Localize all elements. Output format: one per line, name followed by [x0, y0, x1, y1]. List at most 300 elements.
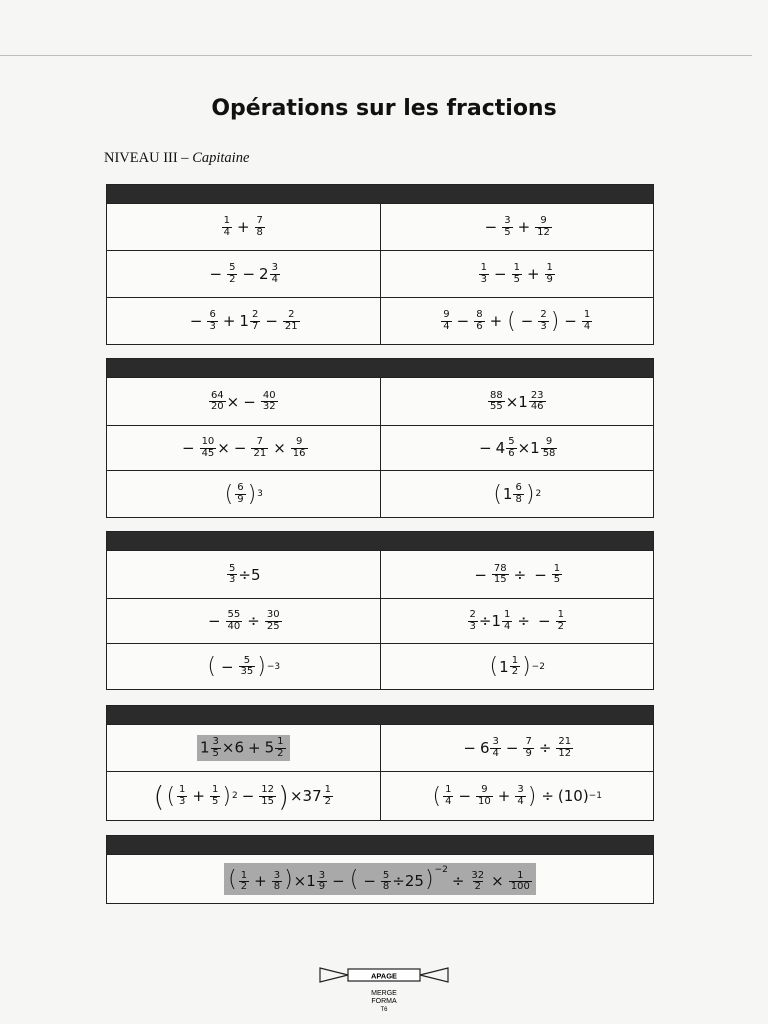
numerator: 12	[261, 784, 275, 795]
numerator: 64	[210, 389, 224, 401]
denominator: 4	[443, 320, 450, 332]
operator: ×	[217, 439, 230, 457]
table-row	[107, 470, 653, 517]
paren: (	[207, 654, 216, 679]
fraction	[441, 310, 451, 332]
whole-number: 6	[479, 739, 490, 757]
exercise-cell	[380, 772, 654, 820]
top-rule	[0, 55, 752, 56]
exercise-cell	[380, 551, 654, 598]
exercise-cell	[380, 298, 654, 344]
operator: −	[241, 787, 255, 805]
operator: −	[474, 565, 487, 584]
denominator: 9	[318, 881, 326, 893]
operator: +	[192, 787, 205, 805]
fraction	[513, 483, 523, 505]
operator: +	[497, 787, 511, 805]
numerator: 5	[382, 869, 390, 881]
numerator: 1	[212, 784, 219, 795]
operator: −	[458, 787, 472, 805]
fraction	[490, 737, 500, 759]
fraction	[479, 263, 489, 285]
numerator: 23	[530, 389, 544, 401]
operator: −	[493, 265, 507, 283]
fraction	[468, 610, 478, 632]
denominator: 2	[240, 881, 248, 893]
numerator: 7	[525, 736, 532, 747]
exercise-cell	[380, 471, 654, 517]
fraction	[538, 310, 548, 332]
denominator: 5	[553, 574, 561, 585]
denominator: 2	[277, 747, 284, 759]
fraction	[502, 216, 512, 238]
denominator: 35	[240, 666, 254, 677]
logo-badge-text: APAGE	[370, 971, 398, 981]
exercise-cell	[107, 298, 380, 344]
numerator: 3	[504, 215, 511, 226]
fraction	[261, 391, 278, 413]
whole-number: 2	[259, 265, 269, 283]
fraction	[210, 785, 220, 807]
fraction	[510, 656, 520, 678]
numerator: 1	[553, 562, 561, 574]
fraction	[272, 871, 282, 893]
fraction	[509, 871, 532, 893]
numerator: 1	[583, 309, 591, 320]
fraction	[177, 785, 187, 807]
operator: ×	[226, 392, 240, 411]
fraction	[265, 610, 282, 632]
operator: ÷	[517, 612, 530, 630]
exercise-cell	[380, 599, 654, 643]
denominator: 3	[179, 795, 186, 807]
denominator: 9	[237, 493, 244, 505]
fraction	[323, 785, 333, 807]
numerator: 1	[504, 609, 511, 620]
fraction	[556, 737, 573, 759]
fraction	[255, 216, 265, 238]
fraction	[250, 310, 260, 332]
operator: +	[248, 738, 261, 757]
fraction	[291, 437, 308, 459]
paren: (	[228, 867, 237, 893]
exercise-cell	[380, 378, 654, 425]
fraction	[474, 310, 484, 332]
numerator: 6	[515, 482, 522, 493]
paren: (	[153, 779, 165, 813]
numerator: 3	[517, 784, 524, 795]
numerator: 32	[471, 869, 485, 881]
fraction	[239, 656, 256, 678]
fraction	[211, 737, 221, 759]
operator: ÷	[541, 787, 554, 805]
highlighted-expression	[224, 863, 536, 895]
operator: −	[479, 439, 492, 457]
denominator: 9	[546, 273, 553, 285]
operator: −	[463, 739, 476, 757]
paren: (	[493, 481, 502, 507]
numerator: 55	[227, 609, 241, 620]
denominator: 2	[324, 795, 331, 807]
denominator: 20	[210, 401, 224, 412]
page-title: Opérations sur les fractions	[211, 96, 557, 121]
fraction	[317, 871, 327, 893]
level-main: NIVEAU III –	[104, 150, 193, 166]
level-sub: Capitaine	[192, 150, 250, 166]
whole-number: 1	[199, 738, 210, 757]
fraction	[227, 564, 237, 586]
numerator: 3	[318, 869, 326, 881]
fraction	[235, 483, 245, 505]
exercise-cell	[107, 204, 380, 250]
exercise-cell	[107, 378, 380, 425]
paren: (	[489, 654, 499, 679]
denominator: 5	[212, 795, 219, 807]
operator: −	[520, 312, 534, 330]
exercise-cell	[107, 644, 380, 689]
numerator: 9	[540, 215, 547, 226]
fraction	[283, 310, 300, 332]
operator: −	[233, 439, 247, 457]
fraction	[226, 610, 243, 632]
operator: −	[363, 872, 376, 891]
denominator: 21	[253, 447, 267, 459]
fraction	[492, 564, 509, 586]
table-row	[107, 854, 653, 903]
numerator: 1	[513, 262, 520, 273]
fraction	[209, 391, 226, 413]
numerator: 1	[240, 869, 248, 881]
denominator: 15	[261, 795, 275, 807]
fraction	[552, 564, 562, 586]
paren: (	[224, 481, 234, 507]
table-row	[107, 377, 653, 425]
numerator: 3	[271, 262, 278, 273]
fraction	[541, 437, 558, 459]
denominator: 12	[558, 747, 572, 759]
operator: −	[207, 612, 221, 630]
whole-number: ×1	[517, 439, 540, 457]
numerator: 1	[445, 784, 452, 795]
whole-number: 5	[264, 738, 275, 757]
denominator: 2	[474, 881, 481, 893]
denominator: 4	[271, 273, 278, 285]
numerator: 1	[546, 262, 553, 273]
exercise-cell	[380, 725, 654, 771]
numerator: 1	[517, 869, 524, 881]
numerator: 7	[256, 215, 263, 226]
denominator: 8	[256, 226, 263, 238]
denominator: 5	[504, 226, 511, 238]
numerator: 6	[237, 482, 244, 493]
denominator: 12	[537, 226, 550, 238]
exercise-cell	[107, 599, 380, 643]
operator: +	[236, 218, 250, 236]
denominator: 25	[266, 620, 280, 632]
paren: )	[550, 308, 560, 334]
exercise-cell	[380, 204, 654, 250]
fraction	[556, 610, 566, 632]
exponent: 2	[231, 791, 238, 801]
numerator: 3	[212, 736, 219, 747]
operator: −	[332, 872, 345, 891]
operator: ÷	[513, 565, 527, 584]
operator: −	[564, 312, 577, 330]
table-row	[107, 550, 653, 598]
paren: )	[527, 783, 537, 809]
table-row	[107, 425, 653, 470]
numerator: 88	[489, 389, 503, 401]
fraction	[200, 437, 217, 459]
operator: −	[484, 218, 498, 236]
exponent: −2	[531, 661, 545, 672]
fraction	[259, 785, 276, 807]
numerator: 8	[476, 309, 483, 320]
fraction	[502, 610, 512, 632]
whole-number: 5	[250, 565, 261, 584]
logo-line-3: T6	[380, 1007, 388, 1013]
operator: ×	[273, 439, 286, 457]
highlighted-expression	[197, 735, 290, 761]
operator: ÷	[478, 612, 492, 630]
operator: ×	[491, 872, 504, 891]
whole-number: 1	[502, 485, 513, 503]
denominator: 6	[508, 447, 515, 459]
operator: ÷	[392, 872, 405, 891]
block-header	[107, 185, 653, 203]
fraction	[582, 310, 592, 332]
numerator: 10	[201, 436, 215, 447]
exercise-cell	[380, 426, 654, 470]
exercise-cell	[107, 471, 380, 517]
operator: −	[242, 265, 256, 283]
operator: −	[220, 657, 234, 676]
operator: −	[189, 312, 203, 330]
table-row	[107, 598, 653, 643]
fraction	[251, 437, 268, 459]
numerator: 1	[480, 262, 487, 273]
block-header	[107, 359, 653, 377]
block-header	[107, 532, 653, 550]
operator: +	[517, 218, 531, 236]
whole-number: 1	[499, 657, 509, 676]
denominator: 9	[525, 747, 532, 759]
paren: (	[166, 783, 176, 809]
numerator: 40	[262, 389, 276, 401]
numerator: 5	[229, 562, 236, 574]
table-row	[107, 250, 653, 297]
numerator: 2	[288, 309, 295, 320]
denominator: 58	[542, 447, 556, 459]
numerator: 5	[508, 436, 515, 447]
paren: (	[432, 783, 442, 809]
numerator: 5	[243, 654, 251, 666]
denominator: 3	[480, 273, 487, 285]
denominator: 2	[557, 620, 564, 632]
table-row	[107, 297, 653, 344]
denominator: 15	[493, 574, 507, 585]
denominator: 21	[284, 320, 298, 332]
numerator: 1	[557, 609, 564, 620]
fraction	[545, 263, 555, 285]
block-challenge	[106, 835, 654, 904]
table-row	[107, 771, 653, 820]
numerator: 30	[266, 609, 280, 620]
fraction	[275, 737, 285, 759]
operator: −	[534, 565, 547, 584]
whole-number: (10)	[557, 787, 589, 805]
denominator: 3	[540, 320, 547, 332]
fraction	[239, 871, 249, 893]
denominator: 3	[229, 574, 236, 585]
operator: −	[209, 265, 223, 283]
fraction	[512, 263, 522, 285]
operator: −	[505, 739, 519, 757]
numerator: 2	[540, 309, 547, 320]
denominator: 3	[469, 620, 476, 632]
publisher-logo	[318, 966, 450, 1016]
paren: )	[522, 654, 531, 679]
denominator: 8	[382, 881, 390, 893]
operator: +	[254, 872, 267, 891]
denominator: 7	[251, 320, 259, 332]
operator: +	[222, 312, 236, 330]
paren: )	[222, 783, 231, 809]
exercise-cell	[107, 772, 380, 820]
paren: )	[525, 481, 535, 507]
whole-number: 1	[491, 612, 502, 630]
whole-number: 25	[404, 872, 424, 891]
denominator: 4	[445, 795, 452, 807]
fraction	[535, 216, 552, 238]
whole-number: ×1	[505, 392, 528, 411]
whole-number: 1	[239, 312, 249, 330]
fraction	[222, 216, 232, 238]
fraction	[381, 871, 391, 893]
fraction	[227, 263, 237, 285]
denominator: 55	[489, 401, 503, 412]
block-header	[107, 836, 653, 854]
exercise-cell	[107, 725, 380, 771]
numerator: 1	[179, 784, 186, 795]
denominator: 6	[476, 320, 483, 332]
whole-number: 4	[495, 439, 506, 457]
denominator: 4	[492, 747, 499, 759]
operator: −	[265, 312, 278, 330]
denominator: 5	[212, 747, 219, 759]
numerator: 9	[545, 436, 553, 447]
numerator: 1	[511, 654, 519, 666]
block-division	[106, 531, 654, 690]
exercise-cell	[107, 551, 380, 598]
denominator: 45	[201, 447, 215, 459]
whole-number: ×1	[293, 872, 316, 891]
block-multiplication	[106, 358, 654, 518]
denominator: 3	[209, 320, 216, 332]
numerator: 1	[277, 736, 284, 747]
numerator: 78	[493, 562, 507, 574]
exponent: 2	[535, 489, 542, 499]
numerator: 1	[324, 784, 331, 795]
table-row	[107, 724, 653, 771]
operator: −	[538, 612, 551, 630]
exponent: 3	[257, 489, 263, 499]
operator: ÷	[238, 565, 251, 584]
exercise-cell	[107, 426, 380, 470]
numerator: 5	[229, 262, 236, 273]
denominator: 2	[511, 666, 519, 677]
whole-number: ×37	[289, 787, 322, 805]
block-addition	[106, 184, 654, 345]
paren: )	[424, 867, 434, 893]
block-mixed	[106, 705, 654, 821]
exponent: −1	[588, 791, 602, 801]
exercise-cell	[380, 251, 654, 297]
numerator: 9	[481, 784, 488, 795]
denominator: 40	[227, 620, 241, 632]
logo-line-1: MERGE	[371, 990, 397, 997]
operator: −	[456, 312, 470, 330]
exercise-cell	[107, 251, 380, 297]
denominator: 4	[517, 795, 524, 807]
numerator: 7	[256, 436, 263, 447]
operator: ÷	[451, 872, 465, 891]
fraction	[270, 263, 280, 285]
denominator: 16	[292, 447, 306, 459]
paren: (	[349, 867, 359, 893]
whole-number: ×6	[221, 738, 245, 757]
denominator: 46	[530, 401, 544, 412]
exercise-cell	[107, 855, 653, 903]
denominator: 4	[223, 226, 230, 238]
denominator: 8	[515, 493, 522, 505]
block-header	[107, 706, 653, 724]
fraction	[506, 437, 516, 459]
fraction	[476, 785, 493, 807]
operator: +	[489, 312, 503, 330]
exercise-cell	[380, 644, 654, 689]
operator: −	[181, 439, 195, 457]
operator: ÷	[538, 739, 552, 757]
table-row	[107, 203, 653, 250]
exponent: −2	[434, 865, 448, 876]
fraction	[523, 737, 533, 759]
exponent: −3	[266, 661, 281, 672]
denominator: 4	[504, 620, 511, 632]
numerator: 3	[273, 869, 281, 881]
operator: ÷	[247, 612, 260, 630]
denominator: 8	[273, 881, 281, 893]
numerator: 3	[492, 736, 499, 747]
fraction	[488, 391, 505, 413]
paren: )	[257, 654, 266, 679]
denominator: 5	[513, 273, 520, 285]
numerator: 9	[443, 309, 450, 320]
level-label	[104, 150, 249, 167]
fraction	[515, 785, 525, 807]
operator: −	[243, 392, 256, 411]
fraction	[529, 391, 546, 413]
numerator: 9	[295, 436, 303, 447]
numerator: 2	[251, 309, 259, 320]
paren: )	[284, 867, 293, 893]
denominator: 100	[510, 881, 530, 893]
denominator: 4	[583, 320, 591, 332]
numerator: 2	[469, 609, 476, 620]
paren: (	[507, 308, 516, 334]
operator: +	[526, 265, 540, 283]
fraction	[443, 785, 453, 807]
